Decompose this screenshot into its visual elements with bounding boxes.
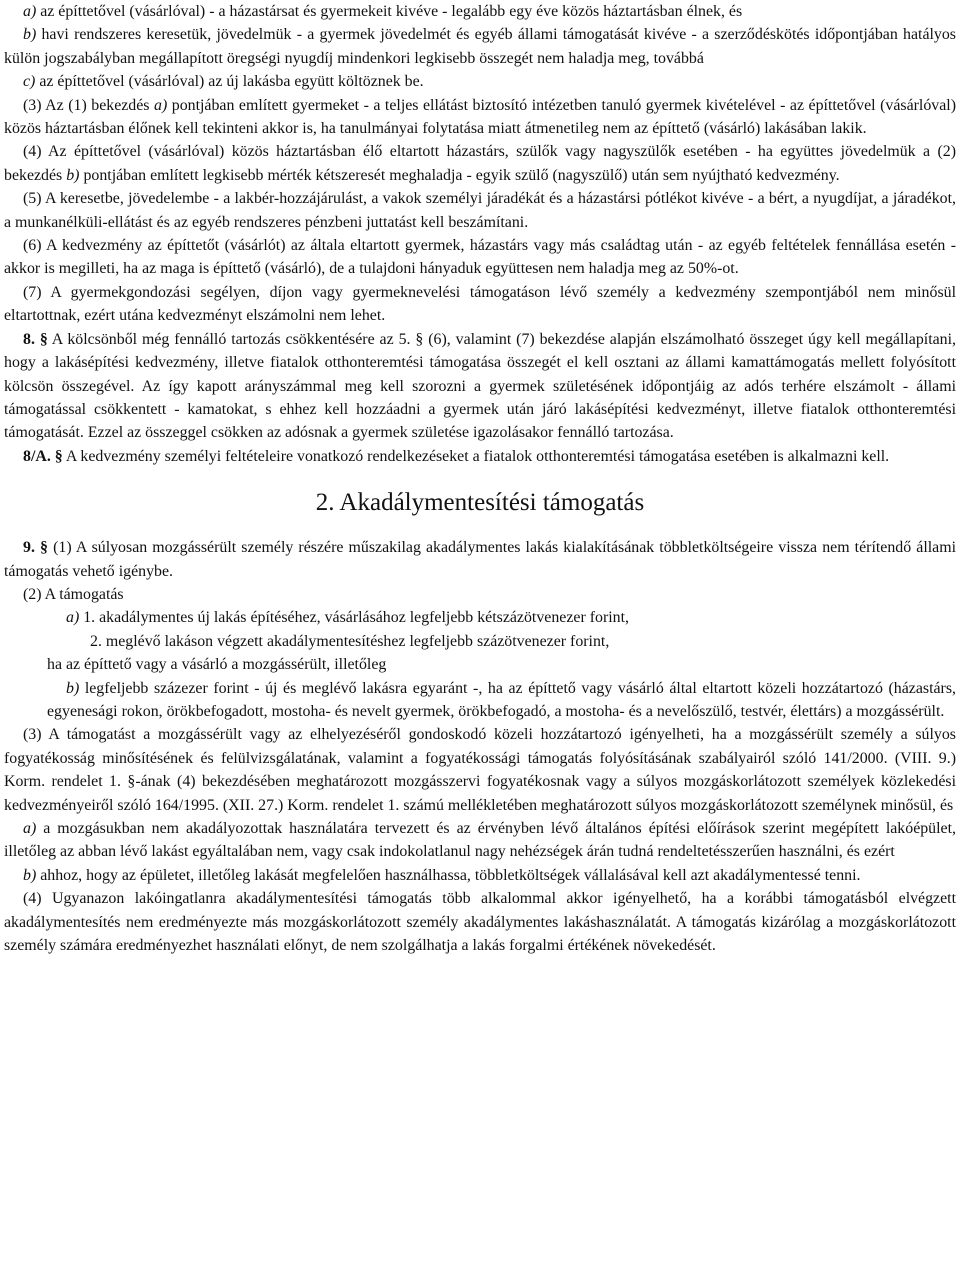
paragraph-text: pontjában említett legkisebb mérték kétszeresét meghaladja - egyik szülő (nagyszülő) után sem nyújtható kedvezmény. [79, 166, 840, 184]
item-text: 1. akadálymentes új lakás építéséhez, vásárlásához legfeljebb kétszázötvenezer forint, [79, 609, 629, 627]
item-9-3-b [4, 864, 956, 887]
item-text: legfeljebb százezer forint - új és meglévő lakásra egyaránt -, ha az építtető vagy vásárló által eltartott közeli hozzátartozó (házastárs, egyenesági rokon, örökbefogadott, mostoha- és nevelt gyermek, örökbefogadó, a mostoha- és a nevelőszülő, testvér, élettárs) a mozgássérült. [47, 679, 956, 720]
section-number: 9. § [23, 539, 48, 557]
section-9 [4, 536, 956, 583]
item-9-2-a3: ha az építtető vagy a vásárló a mozgássérült, illetőleg [47, 656, 387, 674]
item-label: b) [23, 26, 37, 44]
paragraph-7: (7) A gyermekgondozási segélyen, díjon vagy gyermeknevelési támogatáson lévő személy a kedvezmény szempontjából nem minősül eltartottnak, ezért utána kedvezményt elszámolni nem lehet. [4, 283, 956, 325]
item-label: a) [66, 609, 80, 627]
paragraph-text: havi rendszeres keresetük, jövedelmük - a gyermek jövedelmét és egyéb állami támogatását kivéve - a szerződéskötés időpontjában hatályos külön jogszabályban megállapított öregségi nyugdíj mindenkori legkisebb összegét nem haladja meg, továbbá [4, 26, 956, 67]
paragraph-text: (3) Az (1) bekezdés [23, 96, 154, 114]
item-label: b) [66, 166, 80, 184]
section-8 [4, 328, 956, 445]
section-8a [4, 445, 956, 468]
section-number: 8/A. § [23, 447, 63, 465]
paragraph-2a [4, 0, 956, 23]
paragraph-text: az építtetővel (vásárlóval) az új lakásba együtt költöznek be. [35, 73, 424, 91]
paragraph-4 [4, 140, 956, 187]
paragraph-text: pontjában említett gyermeket - a teljes ellátást biztosító intézetben tanuló gyermek kivételével - az építtetővel (vásárlóval) közös háztartásban élőnek kell tekinteni akkor is, ha tanulmányai folytatása miatt átmenetileg nem az építtető (vásárló) lakásában lakik. [4, 96, 956, 138]
paragraph-3 [4, 94, 956, 141]
item-9-2-a1 [4, 606, 956, 629]
item-9-3-a [4, 817, 956, 864]
item-label: c) [23, 73, 36, 91]
section-text: A kölcsönből még fennálló tartozás csökkentésére az 5. § (6), valamint (7) bekezdése alapján elszámolható összeget úgy kell megállapítani, hogy a lakásépítési kedvezmény, illetve fiatalok otthonteremtési támogatása összegét el kell osztani az állami kamattámogatás mellett folyósított kölcsön összegével. Az így kapott arányszámmal meg kell szorozni a gyermek születésének időpontjáig az adós terhére elszámolt - állami támogatással csökkentett - kamatokat, s ehhez kell hozzáadni a gyermek után járó lakásépítési kedvezményt, illetve fiatalok otthonteremtési támogatását. Ezzel az összeggel csökken az adósnak a gyermek születése igazolásakor fennálló tartozása. [4, 330, 956, 442]
item-label: a) [23, 820, 37, 837]
item-text: a mozgásukban nem akadályozottak használatára tervezett és az érvényben lévő általános építési előírások szerint megépített lakóépület, illetőleg az abban lévő lakást egyáltalában nem, vagy csak indokolatlanul nagy nehézségek árán tudná rendeltetésszerűen használni, és ezért [4, 820, 956, 861]
paragraph-9-3: (3) A támogatást a mozgássérült vagy az elhelyezéséről gondoskodó közeli hozzátartozó igényelheti, ha a mozgássérült személy a súlyos fogyatékosság minősítésének és felülvizsgálatának, valamint a fogyatékossági támogatás folyósításának szabályairól szóló 141/2000. (VIII. 9.) Korm. rendelet 1. §-ának (4) bekezdésében meghatározott mozgásszervi fogyatékosnak vagy a súlyos mozgáskorlátozott személyek közlekedési kedvezményeiről szóló 164/1995. (XII. 27.) Korm. rendelet 1. számú mellékletében meghatározott súlyos mozgáskorlátozott személynek minősül, és [4, 726, 956, 814]
item-label: b) [23, 866, 37, 884]
item-label: b) [66, 679, 80, 697]
item-9-2-b [4, 677, 956, 724]
paragraph-9-4: (4) Ugyanazon lakóingatlanra akadálymentesítési támogatás több alkalommal akkor igényelhető, ha a korábbi támogatásból elvégzett akadálymentesítés nem eredményezte más mozgáskorlátozott személy akadálymentes lakáshasználatát. A támogatás kizárólag a mozgáskorlátozott személy számára eredményezhet használati előnyt, de nem szolgálhatja a lakás forgalmi értékének növekedését. [4, 890, 956, 955]
paragraph-text: az építtetővel (vásárlóval) - a házastársat és gyermekeit kivéve - legalább egy éve közös háztartásban élnek, és [36, 3, 743, 20]
paragraph-9-2: (2) A támogatás [23, 585, 124, 603]
paragraph-2c [4, 70, 956, 93]
section-text: (1) A súlyosan mozgássérült személy részére műszakilag akadálymentes lakás kialakításának többletköltségeire vissza nem térítendő állami támogatás vehető igénybe. [4, 539, 956, 580]
item-label: a) [154, 96, 168, 114]
paragraph-5: (5) A keresetbe, jövedelembe - a lakbér-hozzájárulást, a vakok személyi járadékát és a házastársi pótlékot kivéve - a bért, a nyugdíjat, a járadékot, a munkanélküli-ellátást és az egyéb rendszeres pénzbeni juttatást kell beszámítani. [4, 190, 956, 231]
section-number: 8. § [23, 330, 48, 348]
paragraph-2b [4, 23, 956, 70]
paragraph-text: (4) Az építtetővel (vásárlóval) közös háztartásban élő eltartott házastárs, szülők vagy nagyszülők esetében - ha együttes jövedelmük a (2) bekezdés [4, 143, 956, 184]
chapter-heading: 2. Akadálymentesítési támogatás [315, 489, 645, 517]
item-9-2-a2: 2. meglévő lakáson végzett akadálymentesítéshez legfeljebb százötvenezer forint, [90, 632, 610, 650]
paragraph-6: (6) A kedvezmény az építtetőt (vásárlót) az általa eltartott gyermek, házastárs vagy más családtag után - az egyéb feltételek fennállása esetén - akkor is megilleti, ha az maga is építtető (vásárló), de a tulajdoni hányaduk együttesen nem haladja meg az 50%-ot. [4, 237, 956, 278]
item-label: a) [23, 3, 37, 20]
item-text: ahhoz, hogy az épületet, illetőleg lakását megfelelően használhassa, többletköltségek vállalásával kell azt akadálymentessé tenni. [36, 866, 861, 884]
section-text: A kedvezmény személyi feltételeire vonatkozó rendelkezéseket a fiatalok otthonteremtési támogatása esetében is alkalmazni kell. [62, 447, 890, 465]
